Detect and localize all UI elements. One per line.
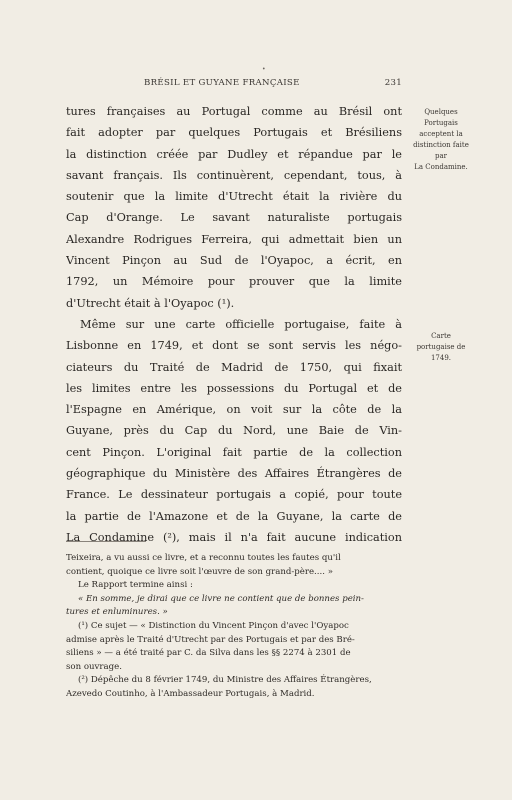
page-number: 231 bbox=[384, 78, 402, 88]
body-line: ciateurs du Traité de Madrid de 1750, qui fixait bbox=[66, 360, 402, 374]
body-line: Lisbonne en 1749, et dont se sont servis les négo- bbox=[66, 339, 402, 353]
margin-note-line: La Condamine. bbox=[414, 163, 468, 171]
body-line: d'Utrecht était à l'Oyapoc (¹). bbox=[66, 296, 235, 310]
body-line: Même sur une carte officielle portugaise, faite à bbox=[80, 317, 402, 331]
footnotes bbox=[66, 552, 402, 702]
margin-note-line: distinction faite bbox=[413, 141, 469, 149]
margin-note-carte bbox=[408, 331, 474, 364]
margin-note-line: Quelques bbox=[424, 108, 458, 116]
margin-note-portugais bbox=[408, 107, 474, 173]
footnote-line: Azevedo Coutinho, à l'Ambassadeur Portugais, à Madrid. bbox=[66, 688, 315, 699]
body-line: Cap d'Orange. Le savant naturaliste portugais bbox=[66, 211, 402, 225]
body-line: Guyane, près du Cap du Nord, une Baie de Vin- bbox=[66, 424, 402, 438]
body-line: géographique du Ministère des Affaires Étrangères de bbox=[66, 467, 402, 481]
body-line: 1792, un Mémoire pour prouver que la limite bbox=[66, 275, 402, 289]
margin-note-line: Carte bbox=[431, 332, 451, 340]
body-line: La Condamine (²), mais il n'a fait aucune indication bbox=[66, 530, 402, 544]
margin-note-line: acceptent la bbox=[419, 130, 463, 138]
margin-note-line: 1749. bbox=[430, 354, 452, 362]
body-line: la partie de l'Amazone et de la Guyane, la carte de bbox=[66, 509, 402, 523]
body-line: les limites entre les possessions du Portugal et de bbox=[66, 381, 402, 395]
footnote-line: son ouvrage. bbox=[66, 661, 122, 672]
margin-note-line: portugaise de bbox=[416, 343, 466, 351]
body-line: soutenir que la limite d'Utrecht était la rivière du bbox=[66, 190, 402, 204]
running-title: BRÉSIL ET GUYANE FRANÇAISE bbox=[144, 78, 300, 88]
body-line: l'Espagne en Amérique, on voit sur la côte de la bbox=[66, 403, 402, 417]
page-mark: • bbox=[262, 66, 266, 73]
footnote-rule bbox=[66, 541, 146, 542]
margin-note-line: par bbox=[434, 152, 447, 160]
body-line: France. Le dessinateur portugais a copié, pour toute bbox=[66, 488, 402, 502]
body-line: la distinction créée par Dudley et répandue par le bbox=[66, 147, 402, 161]
body-line: fait adopter par quelques Portugais et Brésiliens bbox=[66, 126, 402, 140]
body-line: tures françaises au Portugal comme au Brésil ont bbox=[66, 105, 402, 118]
body-line: cent Pinçon. L'original fait partie de la collection bbox=[66, 445, 402, 459]
footnote-line: siliens » — a été traité par C. da Silva dans les §§ 2274 à 2301 de bbox=[66, 648, 351, 659]
body-line: savant français. Ils continuèrent, cependant, tous, à bbox=[66, 168, 402, 182]
footnote-line: admise après le Traité d'Utrecht par des Portugais et par des Bré- bbox=[66, 634, 355, 645]
footnote-line: Teixeira, a vu aussi ce livre, et a reconnu toutes les fautes qu'il bbox=[66, 553, 341, 563]
footnote-line: tures et enluminures. » bbox=[66, 607, 168, 618]
footnote-line: Le Rapport termine ainsi : bbox=[78, 580, 193, 591]
body-text bbox=[66, 101, 402, 548]
margin-note-line: Portugais bbox=[424, 119, 458, 127]
footnote-line: contient, quoique ce livre soit l'œuvre de son grand-père.... » bbox=[66, 566, 333, 577]
footnote-line: (²) Dépêche du 8 février 1749, du Ministre des Affaires Étrangères, bbox=[78, 675, 372, 686]
footnote-line: « En somme, je dirai que ce livre ne contient que de bonnes pein- bbox=[78, 593, 364, 604]
body-line: Alexandre Rodrigues Ferreira, qui admettait bien un bbox=[66, 232, 402, 246]
footnote-line: (¹) Ce sujet — « Distinction du Vincent Pinçon d'avec l'Oyapoc bbox=[78, 620, 349, 631]
body-line: Vincent Pinçon au Sud de l'Oyapoc, a écrit, en bbox=[66, 254, 402, 268]
